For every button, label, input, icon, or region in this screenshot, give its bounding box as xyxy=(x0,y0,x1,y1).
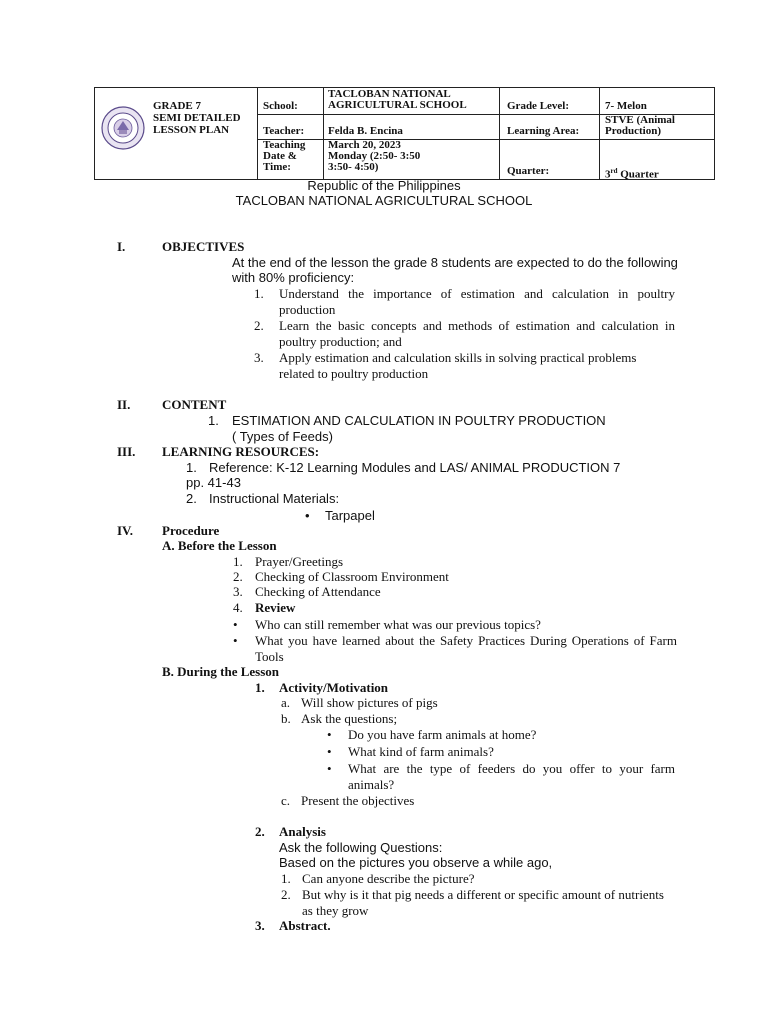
activity-title: Activity/Motivation xyxy=(279,680,389,695)
objectives-intro-line2: with 80% proficiency: xyxy=(232,270,355,285)
analysis-item-text: Can anyone describe the picture? xyxy=(302,871,475,886)
reference-pages: pp. 41-43 xyxy=(186,475,241,490)
content-numeral: II. xyxy=(117,397,131,412)
analysis-line2: Based on the pictures you observe a while ago, xyxy=(279,855,553,870)
content-item-number: 1. xyxy=(208,413,219,428)
activity-number: 1. xyxy=(255,680,265,695)
abstract-title: Abstract. xyxy=(279,918,331,933)
activity-item-text: Ask the questions; xyxy=(301,711,398,726)
objective-text: Learn the basic concepts and methods of estimation and calculation in poultry production; and xyxy=(279,318,675,349)
objective-number: 3. xyxy=(254,350,264,365)
quarter-label: Quarter: xyxy=(507,165,550,177)
procedure-heading: Procedure xyxy=(162,523,220,538)
school-title: TACLOBAN NATIONAL AGRICULTURAL SCHOOL xyxy=(235,193,533,208)
republic-line: Republic of the Philippines xyxy=(307,178,461,193)
during-lesson-heading: B. During the Lesson xyxy=(162,664,280,679)
materials-bullet-text: Tarpapel xyxy=(325,508,375,523)
motivation-question: What are the type of feeders do you offer to your farm animals? xyxy=(348,761,675,792)
analysis-title: Analysis xyxy=(279,824,326,839)
deped-seal-icon xyxy=(101,106,145,150)
analysis-number: 2. xyxy=(255,824,265,839)
present-text: Present the objectives xyxy=(301,793,415,808)
content-item-text: ESTIMATION AND CALCULATION IN POULTRY PRODUCTION xyxy=(232,413,606,428)
before-item-text: Prayer/Greetings xyxy=(255,554,344,569)
review-question: What you have learned about the Safety Practices During Operations of Farm Tools xyxy=(255,633,677,664)
review-question: Who can still remember what was our previous topics? xyxy=(255,617,541,632)
before-item-number: 2. xyxy=(233,569,243,584)
school-value: TACLOBAN NATIONAL AGRICULTURAL SCHOOL xyxy=(328,88,467,111)
objective-text: Apply estimation and calculation skills in solving practical problems related to poultry production xyxy=(279,350,637,381)
bullet-icon: • xyxy=(305,508,310,523)
before-item-number: 4. xyxy=(233,600,243,615)
bullet-icon: • xyxy=(327,761,332,776)
objectives-numeral: I. xyxy=(117,239,126,254)
bullet-icon: • xyxy=(233,617,238,632)
teaching-date-value: March 20, 2023 Monday (2:50- 3:50 3:50- 4:50) xyxy=(328,139,421,173)
objective-number: 2. xyxy=(254,318,264,333)
teacher-value: Felda B. Encina xyxy=(328,125,403,137)
bullet-icon: • xyxy=(327,727,332,742)
header-table xyxy=(94,87,715,180)
review-heading: Review xyxy=(255,600,296,615)
activity-item-letter: a. xyxy=(281,695,291,710)
analysis-item-text: But why is it that pig needs a different or specific amount of nutrients as they grow xyxy=(302,887,664,918)
materials-text: Instructional Materials: xyxy=(209,491,340,506)
motivation-question: Do you have farm animals at home? xyxy=(348,727,537,742)
objectives-intro-line1: At the end of the lesson the grade 8 students are expected to do the following xyxy=(232,255,678,270)
learning-area-value: STVE (Animal Production) xyxy=(605,114,675,137)
before-item-text: Checking of Classroom Environment xyxy=(255,569,449,584)
analysis-item-number: 1. xyxy=(281,871,291,886)
analysis-item-number: 2. xyxy=(281,887,291,902)
grade-level-value: 7- Melon xyxy=(605,100,647,112)
school-label: School: xyxy=(263,100,298,112)
grade-title: GRADE 7 SEMI DETAILED LESSON PLAN xyxy=(153,100,241,136)
resources-heading: LEARNING RESOURCES: xyxy=(162,444,320,459)
analysis-line1: Ask the following Questions: xyxy=(279,840,443,855)
before-lesson-heading: A. Before the Lesson xyxy=(162,538,277,553)
learning-area-label: Learning Area: xyxy=(507,125,580,137)
resources-numeral: III. xyxy=(117,444,136,459)
content-subtext: ( Types of Feeds) xyxy=(232,429,333,444)
reference-number: 1. xyxy=(186,460,197,475)
abstract-number: 3. xyxy=(255,918,265,933)
motivation-question: What kind of farm animals? xyxy=(348,744,494,759)
objectives-heading: OBJECTIVES xyxy=(162,239,245,254)
before-item-number: 1. xyxy=(233,554,243,569)
grade-level-label: Grade Level: xyxy=(507,100,570,112)
procedure-numeral: IV. xyxy=(117,523,134,538)
objective-text: Understand the importance of estimation and calculation in poultry production xyxy=(279,286,675,317)
activity-item-letter: b. xyxy=(281,711,291,726)
content-heading: CONTENT xyxy=(162,397,227,412)
teacher-label: Teacher: xyxy=(263,125,305,137)
present-letter: c. xyxy=(281,793,291,808)
reference-text: Reference: K-12 Learning Modules and LAS/ ANIMAL PRODUCTION 7 xyxy=(209,460,621,475)
bullet-icon: • xyxy=(327,744,332,759)
activity-item-text: Will show pictures of pigs xyxy=(301,695,438,710)
objective-number: 1. xyxy=(254,286,264,301)
teaching-date-label: Teaching Date & Time: xyxy=(263,139,306,173)
before-item-number: 3. xyxy=(233,584,243,599)
quarter-value: 3rd Quarter xyxy=(605,167,659,181)
before-item-text: Checking of Attendance xyxy=(255,584,381,599)
materials-number: 2. xyxy=(186,491,197,506)
bullet-icon: • xyxy=(233,633,238,648)
